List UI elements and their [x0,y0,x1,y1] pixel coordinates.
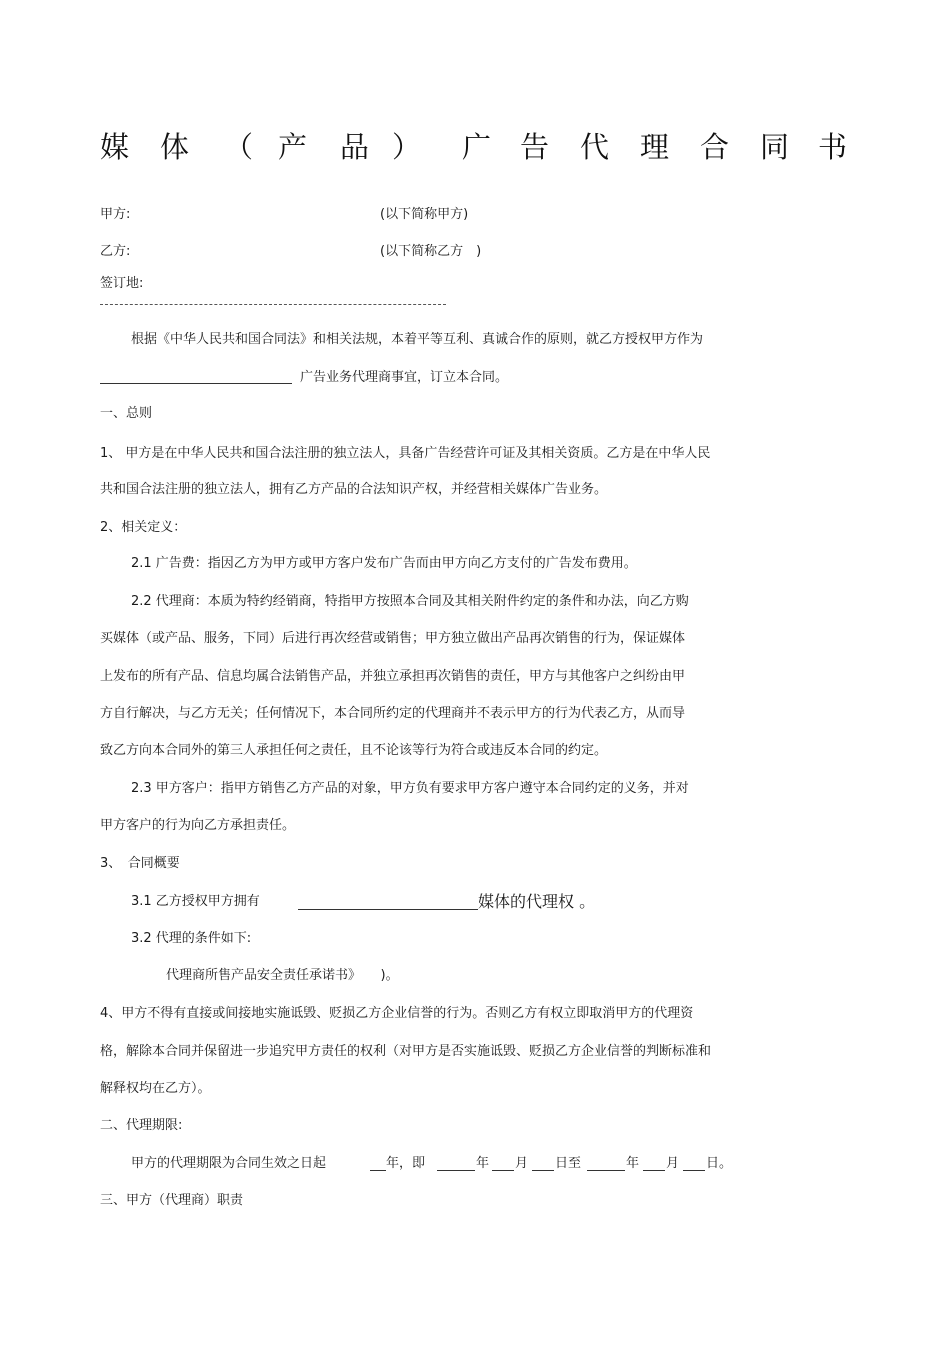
term-part: 年 [476,1156,490,1171]
title-char: 媒 [100,130,130,164]
clause-3-heading: 3、 合同概要 [100,856,180,871]
title-char: ） [392,130,422,164]
term-blank [587,1170,625,1171]
definition-2-2-line: 致乙方向本合同外的第三人承担任何之责任，且不论该等行为符合或违反本合同的约定。 [100,743,608,758]
section-2-heading: 二、代理期限: [100,1118,183,1133]
party-a-note: (以下简称甲方) [380,207,469,222]
term-part: 日。 [706,1156,733,1171]
preamble-line-1: 根据《中华人民共和国合同法》和相关法规，本着平等互利、真诚合作的原则，就乙方授权甲方作为 [131,332,704,347]
definition-2-3-line-1: 2.3 甲方客户：指甲方销售乙方产品的对象，甲方负有要求甲方客户遵守本合同约定的义务，并对 [131,781,689,796]
term-blank [437,1170,475,1171]
title-char: 品 [340,130,370,164]
definition-2-2-line: 2.2 代理商：本质为特约经销商，特指甲方按照本合同及其相关附件约定的条件和办法，向乙方购 [131,594,689,609]
title-char: 广 [462,130,492,164]
term-part: 年 [626,1156,640,1171]
term-blank [492,1170,514,1171]
party-a-label: 甲方: [100,207,131,222]
term-prefix: 甲方的代理期限为合同生效之日起 [131,1156,327,1171]
preamble-line-2: 广告业务代理商事宜，订立本合同。 [300,370,509,385]
term-part: 月 [515,1156,529,1171]
signing-place-label: 签订地: [100,276,144,291]
section-1-heading: 一、总则 [100,406,153,421]
preamble-blank [100,383,292,384]
clause-3-1-suffix: 媒体的代理权 。 [478,892,596,911]
clause-4-line: 格，解除本合同并保留进一步追究甲方责任的权利（对甲方是否实施诋毁、贬损乙方企业信誉的判断标准和 [100,1044,712,1059]
clause-4-line: 解释权均在乙方）。 [100,1081,211,1096]
definition-2-2-line: 上发布的所有产品、信息均属合法销售产品，并独立承担再次销售的责任，甲方与其他客户之纠纷由甲 [100,669,686,684]
clause-4-line: 4、甲方不得有直接或间接地实施诋毁、贬损乙方企业信誉的行为。否则乙方有权立即取消甲方的代理资 [100,1006,694,1021]
media-blank [298,909,478,910]
title-char: 合 [700,130,730,164]
clause-1-line-2: 共和国合法注册的独立法人，拥有乙方产品的合法知识产权，并经营相关媒体广告业务。 [100,482,608,497]
party-b-note: (以下简称乙方 ) [380,244,482,259]
title-char: 书 [818,130,848,164]
clause-3-1-prefix: 3.1 乙方授权甲方拥有 [131,894,260,909]
dashed-divider [100,304,446,305]
clause-3-2-item: 代理商所售产品安全责任承诺书》 )。 [166,968,399,983]
title-char: 代 [580,130,610,164]
title-char: （ [224,130,254,164]
definition-2-2-line: 买媒体（或产品、服务，下同）后进行再次经营或销售；甲方独立做出产品再次销售的行为，保证媒体 [100,631,686,646]
definition-2-2-line: 方自行解决，与乙方无关；任何情况下，本合同所约定的代理商并不表示甲方的行为代表乙方，从而导 [100,706,686,721]
title-char: 理 [640,130,670,164]
title-char: 同 [760,130,790,164]
title-char: 产 [278,130,308,164]
title-char: 告 [520,130,550,164]
term-blank [683,1170,705,1171]
term-blank [370,1170,386,1171]
term-blank [643,1170,665,1171]
title-char: 体 [160,130,190,164]
clause-2-heading: 2、相关定义： [100,520,187,535]
term-part: 日至 [555,1156,582,1171]
term-part: 年，即 [386,1156,426,1171]
definition-2-1: 2.1 广告费：指因乙方为甲方或甲方客户发布广告而由甲方向乙方支付的广告发布费用。 [131,556,637,571]
definition-2-3-line-2: 甲方客户的行为向乙方承担责任。 [100,818,296,833]
clause-3-2: 3.2 代理的条件如下: [131,931,252,946]
party-b-label: 乙方: [100,244,131,259]
term-part: 月 [666,1156,680,1171]
section-3-heading: 三、甲方（代理商）职责 [100,1193,244,1208]
term-blank [532,1170,554,1171]
clause-1-line-1: 1、 甲方是在中华人民共和国合法注册的独立法人，具备广告经营许可证及其相关资质。乙方是在中华人民 [100,446,711,461]
